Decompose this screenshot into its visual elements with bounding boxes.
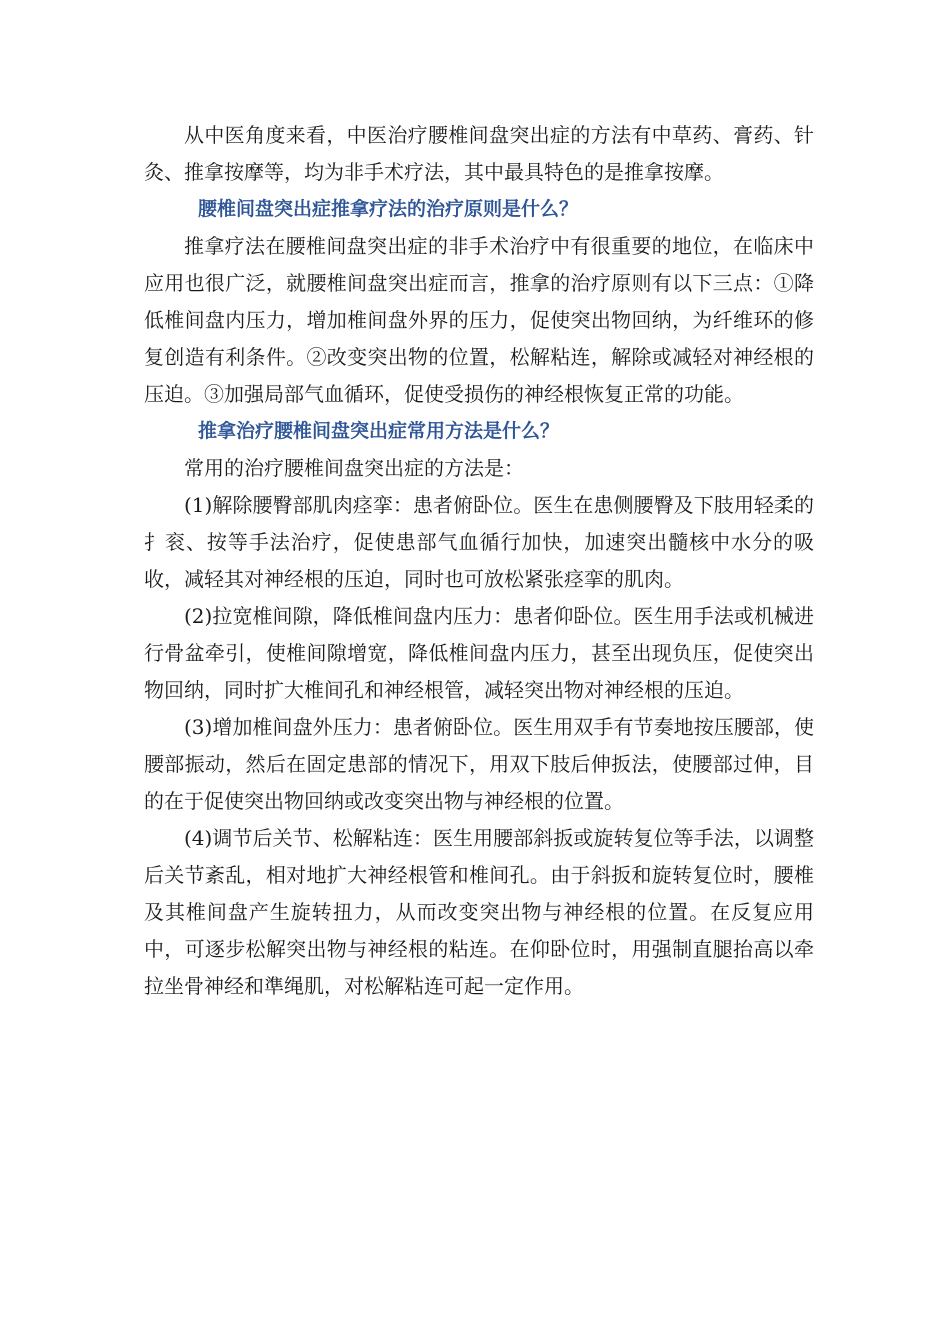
- method-3-paragraph: (3)增加椎间盘外压力：患者俯卧位。医生用双手有节奏地按压腰部，使腰部振动，然后在固定患部的情况下，用双下肢后伸扳法，使腰部过伸，目的在于促使突出物回纳或改变突出物与神经根的位置。: [144, 715, 814, 813]
- principles-paragraph: 推拿疗法在腰椎间盘突出症的非手术治疗中有很重要的地位，在临床中应用也很广泛，就腰椎间盘突出症而言，推拿的治疗原则有以下三点：①降低椎间盘内压力，增加椎间盘外界的压力，促使突出物回纳，为纤维环的修复创造有利条件。②改变突出物的位置，松解粘连，解除或减轻对神经根的压迫。③加强局部气血循环，促使受损伤的神经根恢复正常的功能。: [144, 234, 814, 406]
- method-1-paragraph: (1)解除腰臀部肌肉痉挛：患者俯卧位。医生在患侧腰臀及下肢用轻柔的扌衮、按等手法治疗，促使患部气血循行加快，加速突出髓核中水分的吸收，减轻其对神经根的压迫，同时也可放松紧张痉挛的肌肉。: [144, 493, 814, 591]
- section-heading-methods: 推拿治疗腰椎间盘突出症常用方法是什么？: [198, 420, 560, 442]
- intro-paragraph: 从中医角度来看，中医治疗腰椎间盘突出症的方法有中草药、膏药、针灸、推拿按摩等，均为非手术疗法，其中最具特色的是推拿按摩。: [144, 123, 814, 184]
- method-4-paragraph: (4)调节后关节、松解粘连：医生用腰部斜扳或旋转复位等手法，以调整后关节紊乱，相对地扩大神经根管和椎间孔。由于斜扳和旋转复位时，腰椎及其椎间盘产生旋转扭力，从而改变突出物与神经根的位置。在反复应用中，可逐步松解突出物与神经根的粘连。在仰卧位时，用强制直腿抬高以牵拉坐骨神经和準绳肌，对松解粘连可起一定作用。: [144, 826, 814, 998]
- methods-intro-paragraph: 常用的治疗腰椎间盘突出症的方法是：: [184, 456, 524, 480]
- method-2-paragraph: (2)拉宽椎间隙，降低椎间盘内压力：患者仰卧位。医生用手法或机械进行骨盆牵引，使椎间隙增宽，降低椎间盘内压力，甚至出现负压，促使突出物回纳，同时扩大椎间孔和神经根管，减轻突出物对神经根的压迫。: [144, 604, 814, 702]
- document-body: [144, 117, 814, 1005]
- section-heading-principles: 腰椎间盘突出症推拿疗法的治疗原则是什么？: [198, 198, 579, 220]
